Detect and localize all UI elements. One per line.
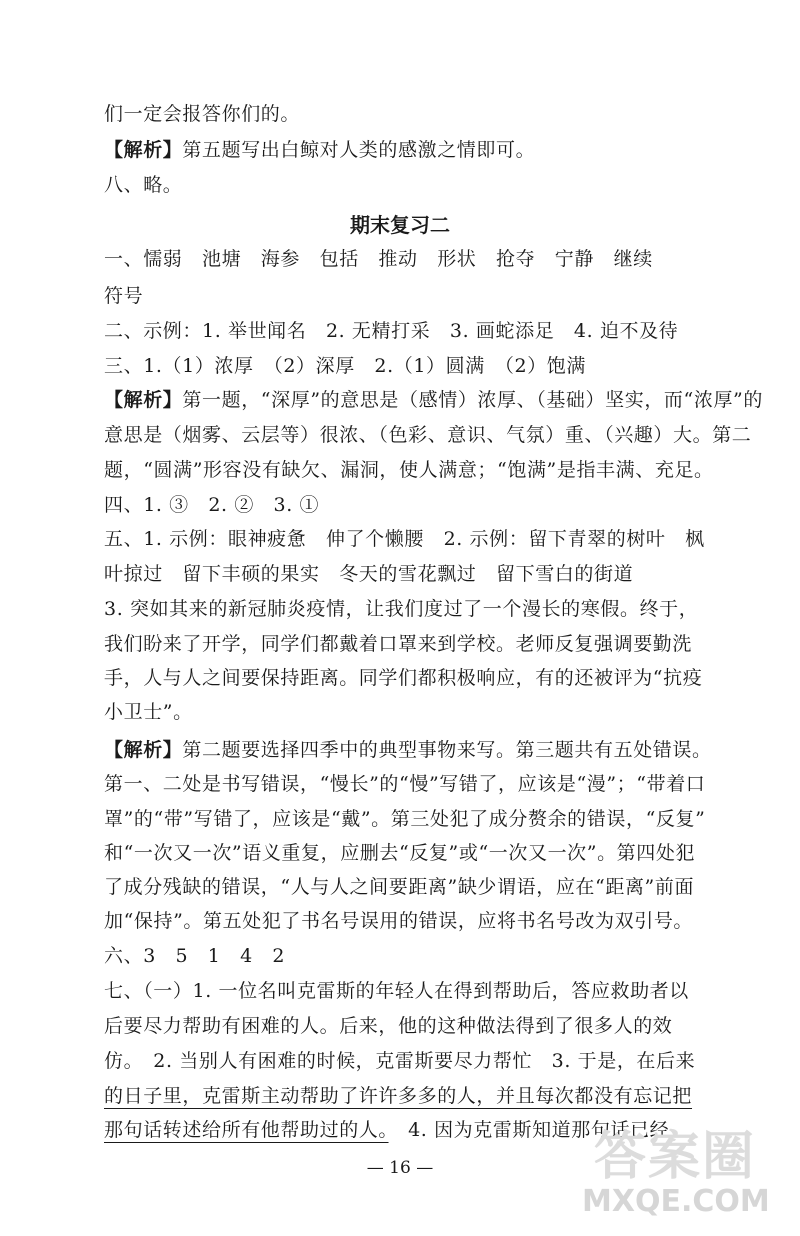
answer-line: 一、懦弱 池塘 海参 包括 推动 形状 抢夺 宁静 继续 — [104, 248, 653, 270]
analysis-text: 第五题写出白鲸对人类的感激之情即可。 — [182, 139, 536, 161]
analysis-line — [104, 137, 704, 163]
text-line: 八、略。 — [104, 174, 183, 196]
analysis-tag: 【解析】 — [104, 389, 183, 411]
page-number: — 16 — — [366, 1158, 434, 1178]
text-line: 们一定会报答你们的。 — [104, 103, 301, 125]
answer-line: 手，人与人之间要保持距离。同学们都积极响应，有的还被评为“抗疫 — [104, 667, 703, 689]
answer-line: 3. 突如其来的新冠肺炎疫情，让我们度过了一个漫长的寒假。终于， — [104, 598, 699, 620]
answer-line: 四、1. ③ 2. ② 3. ① — [104, 494, 320, 516]
analysis-line: 第一、二处是书写错误，“慢长”的“慢”写错了，应该是“漫”；“带着口 — [104, 773, 706, 795]
section-title: 期末复习二 — [350, 213, 450, 237]
answer-line: 二、示例：1. 举世闻名 2. 无精打采 3. 画蛇添足 4. 迫不及待 — [104, 320, 679, 342]
watermark-url: MXQE.COM — [582, 1184, 770, 1219]
analysis-text: 第二题要选择四季中的典型事物来写。第三题共有五处错误。 — [182, 739, 712, 761]
answer-line: 三、1.（1）浓厚 （2）深厚 2.（1）圆满 （2）饱满 — [104, 355, 587, 377]
answer-line: 我们盼来了开学，同学们都戴着口罩来到学校。老师反复强调要勤洗 — [104, 633, 693, 655]
answer-line: 七、（一）1. 一位名叫克雷斯的年轻人在得到帮助后，答应救助者以 — [104, 980, 689, 1002]
answer-line: 小卫士”。 — [104, 701, 193, 723]
analysis-line: 意思是（烟雾、云层等）很浓、（色彩、意识、气氛）重、（兴趣）大。第二 — [104, 424, 752, 446]
watermark-text: 答案圈 — [594, 1127, 757, 1187]
analysis-line: 了成分残缺的错误，“人与人之间要距离”缺少谓语，应在“距离”前面 — [104, 876, 695, 898]
analysis-tag: 【解析】 — [104, 739, 183, 761]
analysis-line — [104, 737, 712, 763]
underlined-answer-text: 那句话转述给所有他帮助过的人。 — [104, 1119, 389, 1141]
analysis-line: 和“一次又一次”语义重复，应删去“反复”或“一次又一次”。第四处犯 — [104, 842, 696, 864]
analysis-line: 加“保持”。第五处犯了书名号误用的错误，应将书名号改为双引号。 — [104, 910, 694, 932]
underlined-answer-line: 的日子里，克雷斯主动帮助了许许多多的人，并且每次都没有忘记把 — [104, 1085, 693, 1107]
answer-line: 六、3 5 1 4 2 — [104, 945, 286, 967]
watermark-logo — [574, 1114, 784, 1224]
answer-line: 仿。 2. 当别人有困难的时候，克雷斯要尽力帮忙 3. 于是，在后来 — [104, 1050, 696, 1072]
answer-line: 符号 — [104, 285, 144, 307]
answer-line: 叶掠过 留下丰硕的果实 冬天的雪花飘过 留下雪白的街道 — [104, 563, 634, 585]
analysis-line — [104, 387, 763, 413]
analysis-line: 题，“圆满”形容没有缺欠、漏洞，使人满意；“饱满”是指丰满、充足。 — [104, 459, 714, 481]
answer-line: 五、1. 示例：眼神疲惫 伸了个懒腰 2. 示例：留下青翠的树叶 枫 — [104, 528, 705, 550]
analysis-text: 第一题，“深厚”的意思是（感情）浓厚、（基础）坚实，而“浓厚”的 — [182, 389, 763, 411]
analysis-line: 罩”的“带”写错了，应该是“戴”。第三处犯了成分赘余的错误，“反复” — [104, 808, 706, 830]
analysis-tag: 【解析】 — [104, 139, 183, 161]
answer-line: 后要尽力帮助有困难的人。后来，他的这种做法得到了很多人的效 — [104, 1015, 673, 1037]
answer-text: 4. 因为克雷斯知道那句话已经 — [388, 1119, 670, 1141]
